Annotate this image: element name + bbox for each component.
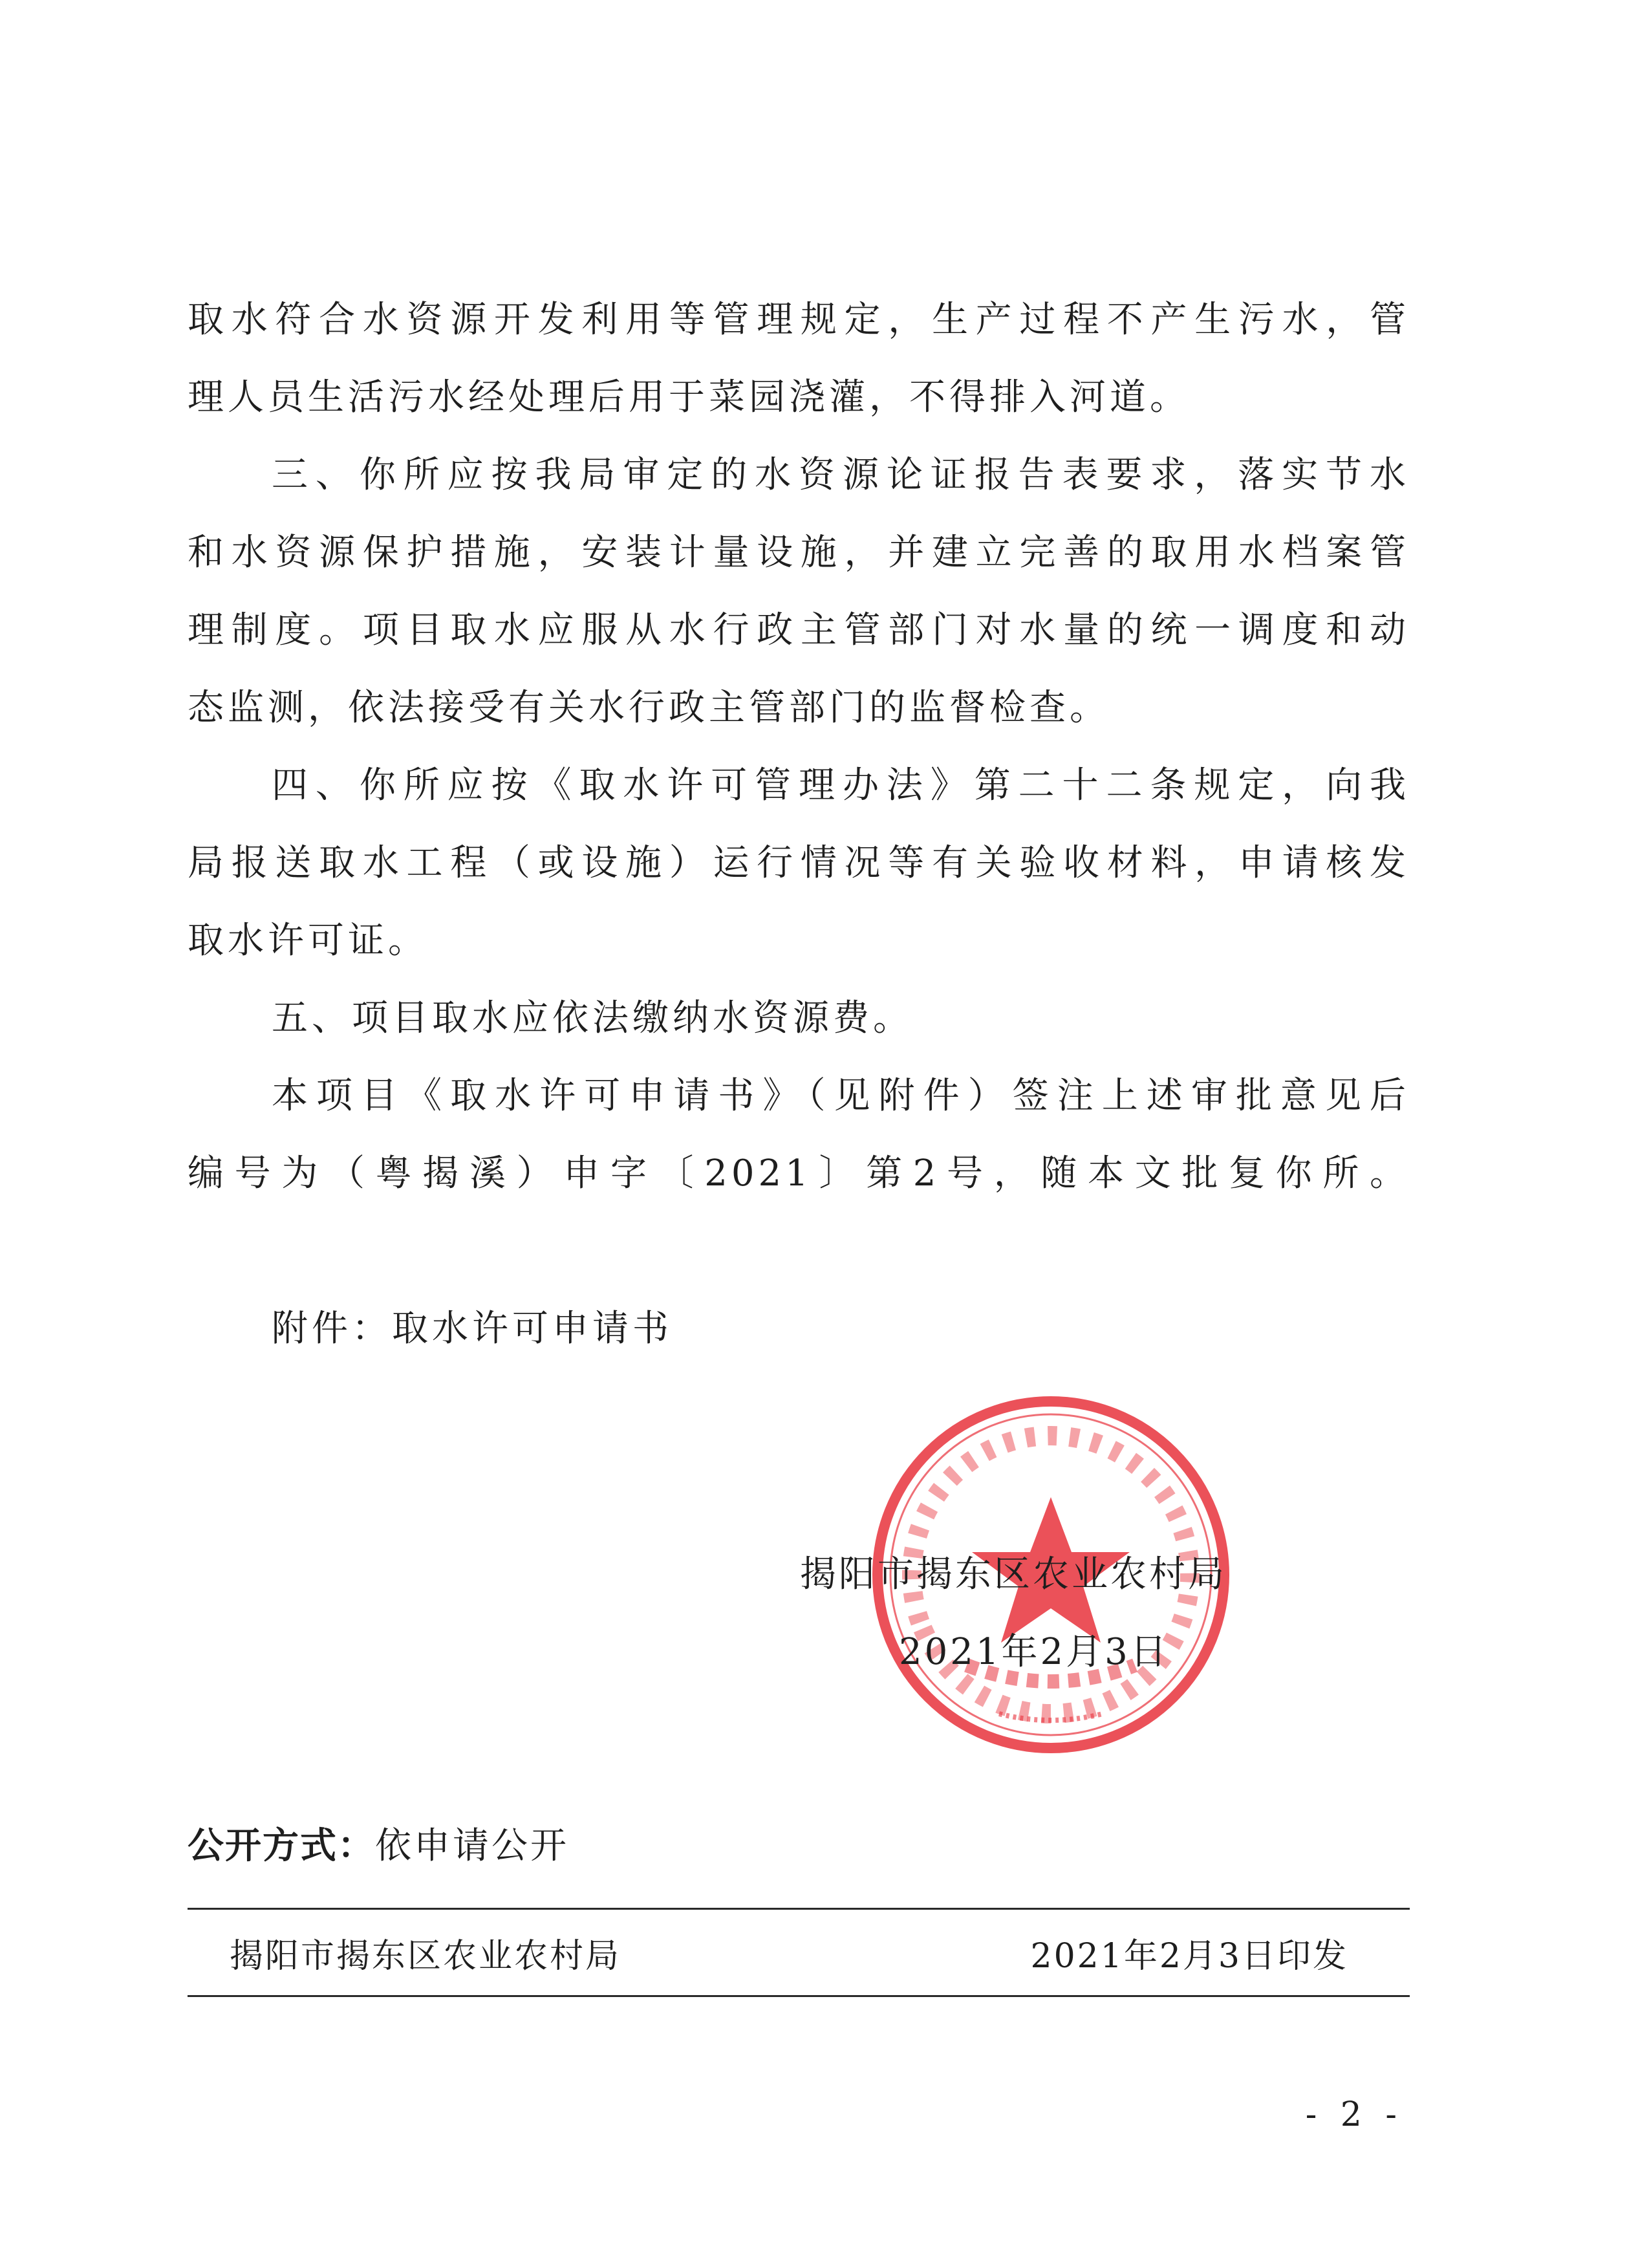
body-line-5: 理制度。项目取水应服从水行政主管部门对水量的统一调度和动	[188, 609, 1410, 651]
page-number: - 2 -	[1305, 2095, 1403, 2134]
body-line-9: 取水许可证。	[188, 920, 428, 962]
body-line-3: 三、你所应按我局审定的水资源论证报告表要求，落实节水	[272, 454, 1410, 496]
body-line-2: 理人员生活污水经处理后用于菜园浇灌，不得排入河道。	[188, 376, 1190, 418]
disclosure-value: 依申请公开	[375, 1825, 569, 1867]
footer-date: 2021年2月3日印发	[1030, 1937, 1348, 1976]
footer-top-rule	[188, 1908, 1410, 1910]
signature-date: 2021年2月3日	[899, 1631, 1169, 1673]
body-line-1: 取水符合水资源开发利用等管理规定，生产过程不产生污水，管	[188, 299, 1410, 341]
disclosure-label: 公开方式：	[188, 1825, 375, 1867]
disclosure-line	[188, 1820, 569, 1872]
footer-org: 揭阳市揭东区农业农村局	[230, 1937, 621, 1976]
footer-bottom-rule	[188, 1995, 1410, 1997]
body-line-8: 局报送取水工程（或设施）运行情况等有关验收材料，申请核发	[188, 842, 1410, 884]
body-line-6: 态监测，依法接受有关水行政主管部门的监督检查。	[188, 687, 1110, 729]
body-line-10: 五、项目取水应依法缴纳水资源费。	[272, 997, 913, 1039]
body-line-7: 四、你所应按《取水许可管理办法》第二十二条规定，向我	[272, 764, 1410, 806]
body-line-4: 和水资源保护措施，安装计量设施，并建立完善的取用水档案管	[188, 532, 1410, 574]
body-line-11: 本项目《取水许可申请书》（见附件）签注上述审批意见后	[272, 1075, 1410, 1117]
body-line-12: 编号为（粤揭溪）申字〔2021〕第2号，随本文批复你所。	[188, 1152, 1410, 1194]
attachment-line: 附件：取水许可申请书	[272, 1308, 673, 1350]
signature-org: 揭阳市揭东区农业农村局	[800, 1553, 1227, 1595]
